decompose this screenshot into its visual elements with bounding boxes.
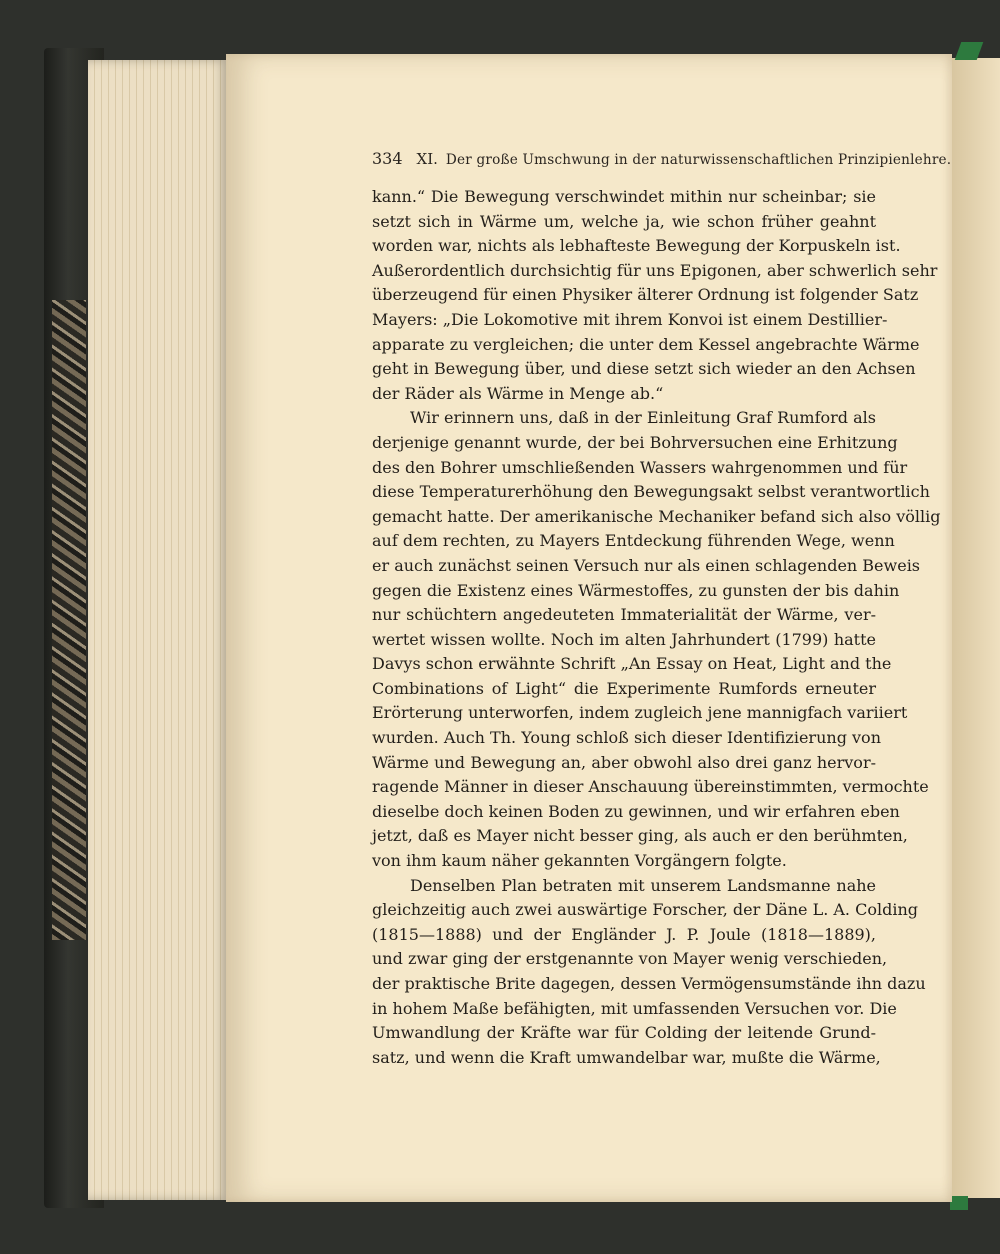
text-line: Erörterung unterworfen, indem zugleich jene mannigfach variiert xyxy=(372,703,908,723)
page-number: 334 xyxy=(372,149,403,168)
text-line: Wir erinnern uns, daß in der Einleitung Graf Rumford als xyxy=(410,408,876,428)
text-line: Umwandlung der Kräfte war für Colding der leitende Grund- xyxy=(372,1023,876,1043)
chapter-number: XI. xyxy=(416,150,438,168)
text-line: (1815—1888) und der Engländer J. P. Joule (1818—1889), xyxy=(372,924,876,944)
text-line: nur schüchtern angedeuteten Immaterialität der Wärme, ver- xyxy=(372,605,876,625)
text-line: Combinations of Light“ die Experimente Rumfords erneuter xyxy=(372,678,876,698)
text-line: geht in Bewegung über, und diese setzt sich wieder an den Achsen xyxy=(372,359,916,379)
text-line: worden war, nichts als lebhafteste Bewegung der Korpuskeln ist. xyxy=(372,236,901,256)
text-line: auf dem rechten, zu Mayers Entdeckung führenden Wege, wenn xyxy=(372,531,895,551)
marbled-cover-pattern xyxy=(52,300,86,940)
text-line: in hohem Maße befähigten, mit umfassenden Versuchen vor. Die xyxy=(372,998,897,1018)
text-line: jetzt, daß es Mayer nicht besser ging, als auch er den berühmten, xyxy=(372,826,908,846)
text-line: Außerordentlich durchsichtig für uns Epigonen, aber schwerlich sehr xyxy=(372,260,938,280)
text-line: und zwar ging der erstgenannte von Mayer wenig verschieden, xyxy=(372,949,888,969)
text-line: Mayers: „Die Lokomotive mit ihrem Konvoi ist einem Destillier- xyxy=(372,309,888,329)
text-line: setzt sich in Wärme um, welche ja, wie schon früher geahnt xyxy=(372,211,876,231)
text-line: des den Bohrer umschließenden Wassers wahrgenommen und für xyxy=(372,457,908,477)
text-line: derjenige genannt wurde, der bei Bohrversuchen eine Erhitzung xyxy=(372,432,898,452)
facing-page-edge xyxy=(952,58,1000,1198)
text-line: diese Temperaturerhöhung den Bewegungsakt selbst verantwortlich xyxy=(372,482,930,502)
text-line: gleichzeitig auch zwei auswärtige Forscher, der Däne L. A. Colding xyxy=(372,900,918,920)
running-title: Der große Umschwung in der naturwissenschaftlichen Prinzipienlehre. xyxy=(445,152,952,168)
running-header xyxy=(372,149,952,173)
text-line: Wärme und Bewegung an, aber obwohl also drei ganz hervor- xyxy=(372,752,876,772)
text-line: Davys schon erwähnte Schrift „An Essay on Heat, Light and the xyxy=(372,654,892,674)
text-line: der praktische Brite dagegen, dessen Vermögensumstände ihn dazu xyxy=(372,974,926,993)
text-line: apparate zu vergleichen; die unter dem Kessel angebrachte Wärme xyxy=(372,334,920,354)
body-text xyxy=(372,185,941,1070)
page-block-edge xyxy=(88,60,228,1200)
text-line: Denselben Plan betraten mit unserem Landsmanne nahe xyxy=(410,875,876,895)
text-line: überzeugend für einen Physiker älterer Ordnung ist folgender Satz xyxy=(372,285,919,305)
text-line: er auch zunächst seinen Versuch nur als einen schlagenden Beweis xyxy=(372,555,921,575)
text-line: satz, und wenn die Kraft umwandelbar war, mußte die Wärme, xyxy=(372,1047,881,1067)
text-line: gegen die Existenz eines Wärmestoffes, zu gunsten der bis dahin xyxy=(372,580,900,600)
text-line: dieselbe doch keinen Boden zu gewinnen, und wir erfahren eben xyxy=(372,801,900,821)
text-line: kann.“ Die Bewegung verschwindet mithin nur scheinbar; sie xyxy=(372,187,876,206)
text-line: der Räder als Wärme in Menge ab.“ xyxy=(372,383,664,403)
bookmark-ribbon-end-icon xyxy=(950,1196,968,1210)
text-line: ragende Männer in dieser Anschauung übereinstimmten, vermochte xyxy=(372,777,929,797)
text-line: wurden. Auch Th. Young schloß sich dieser Identifizierung von xyxy=(372,728,881,748)
text-line: von ihm kaum näher gekannten Vorgängern folgte. xyxy=(372,851,787,871)
text-line: wertet wissen wollte. Noch im alten Jahrhundert (1799) hatte xyxy=(372,629,876,649)
text-line: gemacht hatte. Der amerikanische Mechaniker befand sich also völlig xyxy=(372,506,941,526)
